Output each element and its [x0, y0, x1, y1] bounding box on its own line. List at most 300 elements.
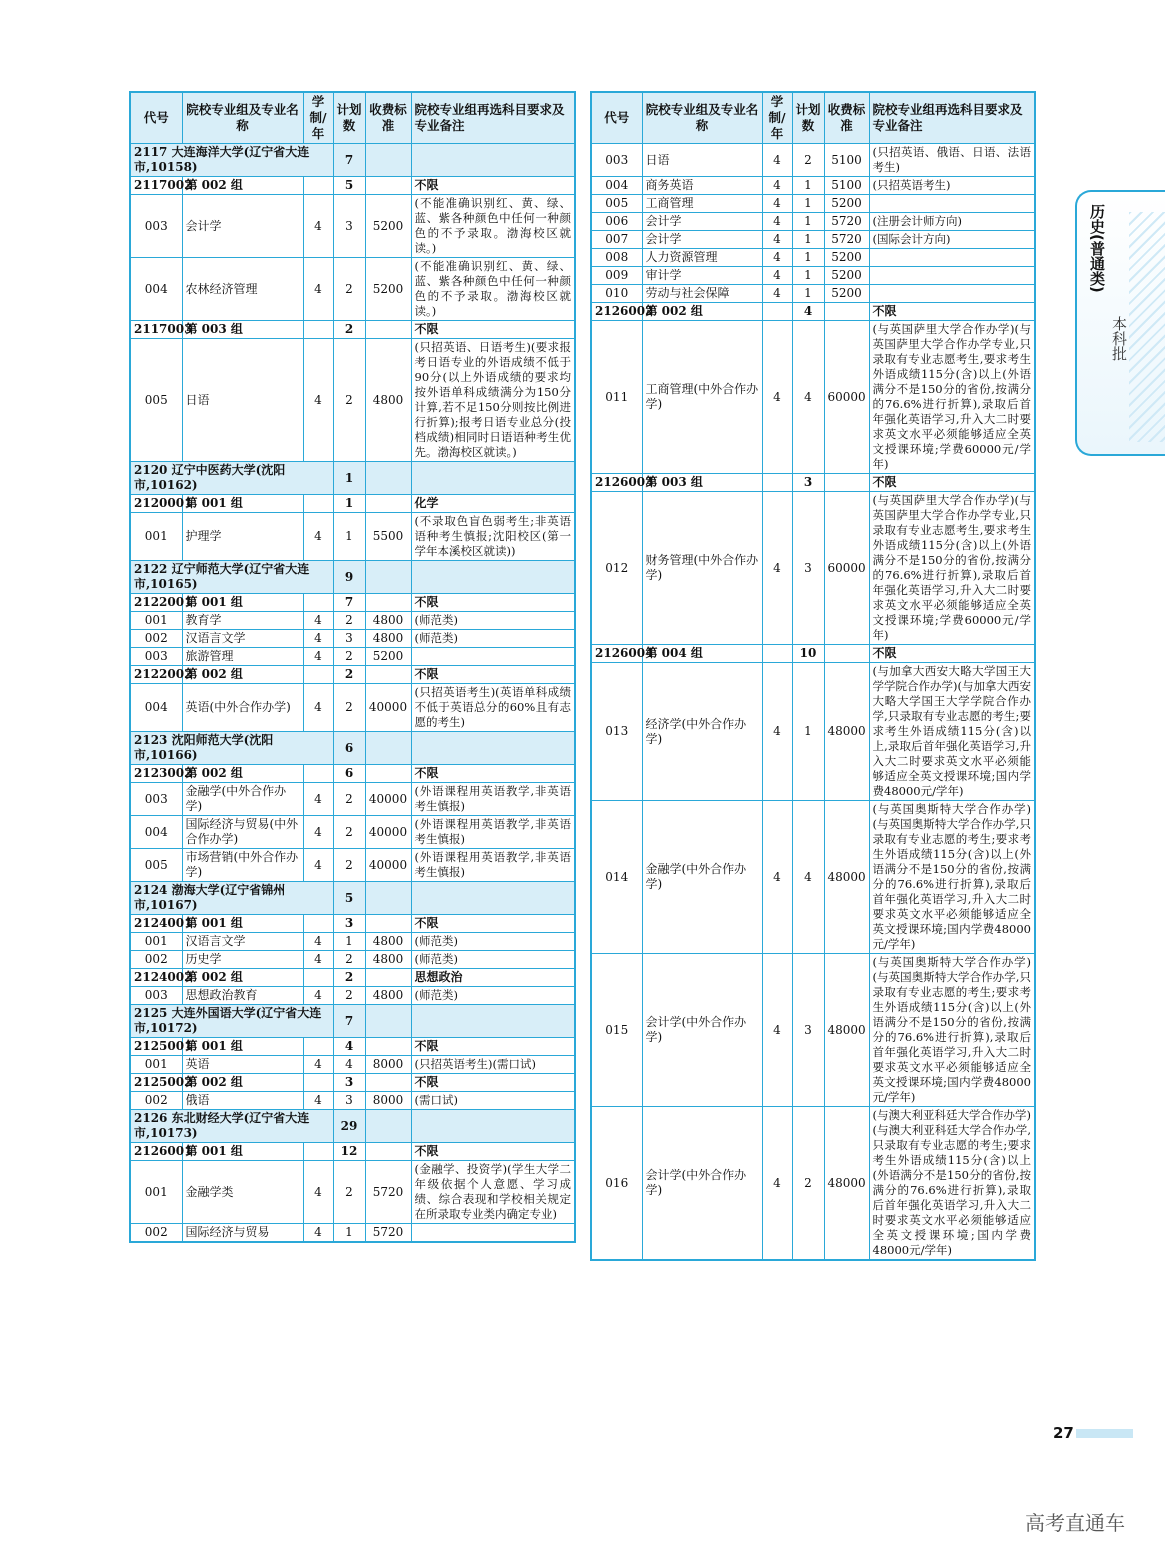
- page-number-bar: [1076, 1429, 1133, 1438]
- note-cell: (不能准确识别红、黄、绿、蓝、紫各种颜色中任何一种颜色的不予录取。渤海校区就读。): [411, 195, 575, 258]
- plan-count-cell: 5: [333, 882, 365, 915]
- major-row: [130, 816, 575, 849]
- major-name-cell: 会计学: [642, 213, 762, 231]
- fee-cell: [365, 1005, 411, 1038]
- plan-count-cell: 1: [333, 495, 365, 513]
- subject-requirement-cell: 不限: [411, 594, 575, 612]
- group-name-cell: 第 004 组: [642, 645, 762, 663]
- plan-count-cell: 7: [333, 1005, 365, 1038]
- fee-cell: 5720: [824, 231, 869, 249]
- major-name-cell: 会计学: [642, 231, 762, 249]
- note-cell: (注册会计师方向): [869, 213, 1035, 231]
- major-code-cell: 005: [591, 195, 642, 213]
- years-cell: [303, 594, 333, 612]
- fee-cell: [365, 177, 411, 195]
- subject-requirement-cell: 不限: [411, 915, 575, 933]
- subject-requirement-cell: 思想政治: [411, 969, 575, 987]
- plan-count-cell: 3: [333, 1092, 365, 1110]
- major-row: [591, 231, 1035, 249]
- major-code-cell: 003: [130, 195, 182, 258]
- major-row: [130, 612, 575, 630]
- major-row: [591, 249, 1035, 267]
- note-cell: [411, 462, 575, 495]
- fee-cell: 5200: [824, 249, 869, 267]
- group-row: [130, 666, 575, 684]
- category-label: 历史(普通类): [1088, 204, 1106, 293]
- major-row: [591, 195, 1035, 213]
- years-cell: 4: [303, 951, 333, 969]
- major-name-cell: 市场营销(中外合作办学): [182, 849, 303, 882]
- major-code-cell: 015: [591, 954, 642, 1107]
- years-cell: 4: [303, 783, 333, 816]
- header-years: 学制/年: [762, 92, 792, 144]
- plan-count-cell: 1: [333, 1224, 365, 1243]
- page-number: 27: [1053, 1424, 1074, 1442]
- fee-cell: [824, 303, 869, 321]
- plan-count-cell: 2: [333, 321, 365, 339]
- plan-count-cell: 2: [333, 648, 365, 666]
- major-row: [130, 339, 575, 462]
- plan-count-cell: 3: [333, 195, 365, 258]
- major-code-cell: 011: [591, 321, 642, 474]
- major-name-cell: 审计学: [642, 267, 762, 285]
- plan-count-cell: 4: [333, 1056, 365, 1074]
- note-cell: [411, 648, 575, 666]
- plan-count-cell: 4: [333, 1038, 365, 1056]
- major-row: [591, 954, 1035, 1107]
- note-cell: (只招英语、日语考生)(要求报考日语专业的外语成绩不低于90分(以上外语成绩的要求均按外语单科成绩满分为150分计算,若不足150分则按比例进行折算);报考日语专业总分(投档成绩)相同时日语语种考生优先。渤海校区就读。): [411, 339, 575, 462]
- group-name-cell: 第 003 组: [642, 474, 762, 492]
- plan-count-cell: 12: [333, 1143, 365, 1161]
- years-cell: 4: [762, 231, 792, 249]
- major-row: [591, 321, 1035, 474]
- plan-count-cell: 6: [333, 765, 365, 783]
- major-name-cell: 人力资源管理: [642, 249, 762, 267]
- fee-cell: 5200: [824, 267, 869, 285]
- major-name-cell: 国际经济与贸易(中外合作办学): [182, 816, 303, 849]
- major-code-cell: 004: [130, 684, 182, 732]
- plan-count-cell: 9: [333, 561, 365, 594]
- plan-count-cell: 1: [792, 285, 824, 303]
- major-name-cell: 会计学(中外合作办学): [642, 1107, 762, 1261]
- major-name-cell: 金融学(中外合作办学): [642, 801, 762, 954]
- fee-cell: 5500: [365, 513, 411, 561]
- note-cell: [411, 144, 575, 177]
- group-code-cell: 2123002: [130, 765, 182, 783]
- plan-count-cell: 1: [792, 663, 824, 801]
- note-cell: (师范类): [411, 951, 575, 969]
- plan-count-cell: 2: [333, 987, 365, 1005]
- major-code-cell: 006: [591, 213, 642, 231]
- school-row: [130, 561, 575, 594]
- fee-cell: [824, 645, 869, 663]
- major-code-cell: 002: [130, 630, 182, 648]
- group-row: [130, 594, 575, 612]
- major-name-cell: 日语: [642, 144, 762, 177]
- major-row: [591, 267, 1035, 285]
- fee-cell: 8000: [365, 1056, 411, 1074]
- years-cell: 4: [762, 249, 792, 267]
- plan-count-cell: 2: [333, 684, 365, 732]
- subject-requirement-cell: 不限: [411, 1038, 575, 1056]
- years-cell: [303, 666, 333, 684]
- plan-count-cell: 29: [333, 1110, 365, 1143]
- fee-cell: [365, 882, 411, 915]
- school-row: [130, 732, 575, 765]
- fee-cell: 60000: [824, 492, 869, 645]
- years-cell: 4: [303, 630, 333, 648]
- fee-cell: 40000: [365, 783, 411, 816]
- plan-count-cell: 2: [333, 849, 365, 882]
- plan-count-cell: 2: [333, 783, 365, 816]
- fee-cell: [365, 1110, 411, 1143]
- group-row: [130, 495, 575, 513]
- note-cell: (不能准确识别红、黄、绿、蓝、紫各种颜色中任何一种颜色的不予录取。渤海校区就读。): [411, 258, 575, 321]
- table-header-row: [130, 92, 575, 144]
- fee-cell: 4800: [365, 951, 411, 969]
- school-name-cell: 2120 辽宁中医药大学(沈阳市,10162): [130, 462, 333, 495]
- fee-cell: [824, 474, 869, 492]
- fee-cell: 5200: [824, 285, 869, 303]
- plan-count-cell: 5: [333, 177, 365, 195]
- fee-cell: 48000: [824, 1107, 869, 1261]
- school-name-cell: 2123 沈阳师范大学(沈阳市,10166): [130, 732, 333, 765]
- years-cell: 4: [303, 987, 333, 1005]
- fee-cell: 4800: [365, 339, 411, 462]
- group-row: [130, 177, 575, 195]
- major-name-cell: 工商管理(中外合作办学): [642, 321, 762, 474]
- note-cell: (与英国萨里大学合作办学)(与英国萨里大学合作办学专业,只录取有专业志愿考生,要求考生外语成绩115分(含)以上(外语满分不是150分的省份,按满分的76.6%进行折算),录取后首年强化英语学习,升入大二时要求英文水平必须能够适应全英文授课环境;学费60000元/学年): [869, 321, 1035, 474]
- plan-count-cell: 2: [333, 816, 365, 849]
- plan-count-cell: 1: [333, 462, 365, 495]
- plan-count-cell: 4: [792, 321, 824, 474]
- years-cell: 4: [303, 816, 333, 849]
- major-name-cell: 金融学(中外合作办学): [182, 783, 303, 816]
- plan-count-cell: 1: [792, 231, 824, 249]
- group-row: [591, 474, 1035, 492]
- major-code-cell: 013: [591, 663, 642, 801]
- group-name-cell: 第 001 组: [182, 495, 303, 513]
- plan-count-cell: 2: [333, 969, 365, 987]
- fee-cell: 4800: [365, 987, 411, 1005]
- subject-requirement-cell: 不限: [411, 1074, 575, 1092]
- group-code-cell: 2122002: [130, 666, 182, 684]
- years-cell: 4: [303, 195, 333, 258]
- major-name-cell: 劳动与社会保障: [642, 285, 762, 303]
- group-name-cell: 第 003 组: [182, 321, 303, 339]
- fee-cell: 4800: [365, 612, 411, 630]
- years-cell: 4: [762, 213, 792, 231]
- group-name-cell: 第 002 组: [182, 666, 303, 684]
- major-code-cell: 014: [591, 801, 642, 954]
- major-name-cell: 历史学: [182, 951, 303, 969]
- major-row: [591, 663, 1035, 801]
- major-row: [130, 783, 575, 816]
- school-name-cell: 2126 东北财经大学(辽宁省大连市,10173): [130, 1110, 333, 1143]
- years-cell: [303, 915, 333, 933]
- major-row: [130, 195, 575, 258]
- years-cell: 4: [303, 513, 333, 561]
- major-name-cell: 经济学(中外合作办学): [642, 663, 762, 801]
- school-row: [130, 144, 575, 177]
- note-cell: [411, 882, 575, 915]
- major-code-cell: 004: [591, 177, 642, 195]
- note-cell: (师范类): [411, 933, 575, 951]
- group-code-cell: 2120001: [130, 495, 182, 513]
- years-cell: 4: [762, 144, 792, 177]
- note-cell: (金融学、投资学)(学生大学二年级依据个人意愿、学习成绩、综合表现和学校相关规定在所录取专业类内确定专业): [411, 1161, 575, 1224]
- note-cell: (与英国萨里大学合作办学)(与英国萨里大学合作办学专业,只录取有专业志愿考生,要求考生外语成绩115分(含)以上(外语满分不是150分的省份,按满分的76.6%进行折算),录取后首年强化英语学习,升入大二时要求英文水平必须能够适应全英文授课环境;学费60000元/学年): [869, 492, 1035, 645]
- major-code-cell: 002: [130, 1224, 182, 1243]
- major-row: [130, 684, 575, 732]
- plan-count-cell: 1: [792, 195, 824, 213]
- school-name-cell: 2117 大连海洋大学(辽宁省大连市,10158): [130, 144, 333, 177]
- major-row: [130, 1056, 575, 1074]
- fee-cell: [365, 915, 411, 933]
- major-code-cell: 009: [591, 267, 642, 285]
- years-cell: [303, 765, 333, 783]
- subject-requirement-cell: 不限: [411, 666, 575, 684]
- header-fee: 收费标准: [365, 92, 411, 144]
- group-name-cell: 第 002 组: [182, 765, 303, 783]
- group-row: [591, 303, 1035, 321]
- fee-cell: [365, 495, 411, 513]
- group-code-cell: 2124001: [130, 915, 182, 933]
- group-code-cell: 2126004: [591, 645, 642, 663]
- subject-requirement-cell: 化学: [411, 495, 575, 513]
- major-name-cell: 汉语言文学: [182, 630, 303, 648]
- group-code-cell: 2126002: [591, 303, 642, 321]
- note-cell: [411, 1224, 575, 1243]
- major-code-cell: 003: [591, 144, 642, 177]
- subject-requirement-cell: 不限: [411, 765, 575, 783]
- category-side-tab: [1075, 190, 1165, 456]
- note-cell: (只招英语、俄语、日语、法语考生): [869, 144, 1035, 177]
- plan-count-cell: 3: [333, 1074, 365, 1092]
- group-code-cell: 2122001: [130, 594, 182, 612]
- major-name-cell: 思想政治教育: [182, 987, 303, 1005]
- fee-cell: 5200: [365, 195, 411, 258]
- fee-cell: 48000: [824, 663, 869, 801]
- major-row: [591, 213, 1035, 231]
- major-name-cell: 金融学类: [182, 1161, 303, 1224]
- subject-requirement-cell: 不限: [411, 321, 575, 339]
- header-plan: 计划数: [792, 92, 824, 144]
- years-cell: 4: [762, 285, 792, 303]
- major-row: [130, 648, 575, 666]
- header-fee: 收费标准: [824, 92, 869, 144]
- major-name-cell: 护理学: [182, 513, 303, 561]
- years-cell: 4: [762, 801, 792, 954]
- major-name-cell: 教育学: [182, 612, 303, 630]
- subject-requirement-cell: 不限: [869, 474, 1035, 492]
- group-row: [130, 1038, 575, 1056]
- major-code-cell: 003: [130, 987, 182, 1005]
- note-cell: (只招英语考生)(英语单科成绩不低于英语总分的60%且有志愿的考生): [411, 684, 575, 732]
- fee-cell: 5200: [824, 195, 869, 213]
- fee-cell: 48000: [824, 801, 869, 954]
- major-row: [130, 1161, 575, 1224]
- group-name-cell: 第 002 组: [182, 969, 303, 987]
- fee-cell: 5100: [824, 177, 869, 195]
- major-row: [130, 258, 575, 321]
- group-name-cell: 第 001 组: [182, 915, 303, 933]
- plan-count-cell: 2: [792, 1107, 824, 1261]
- major-row: [130, 1224, 575, 1243]
- subject-requirement-cell: 不限: [869, 303, 1035, 321]
- header-code: 代号: [130, 92, 182, 144]
- plan-count-cell: 1: [792, 177, 824, 195]
- fee-cell: 5200: [365, 258, 411, 321]
- fee-cell: 5200: [365, 648, 411, 666]
- note-cell: [411, 1110, 575, 1143]
- major-code-cell: 002: [130, 1092, 182, 1110]
- years-cell: 4: [303, 849, 333, 882]
- major-row: [591, 492, 1035, 645]
- major-name-cell: 英语(中外合作办学): [182, 684, 303, 732]
- plan-count-cell: 2: [333, 1161, 365, 1224]
- subject-requirement-cell: 不限: [411, 1143, 575, 1161]
- years-cell: 4: [303, 258, 333, 321]
- major-code-cell: 001: [130, 933, 182, 951]
- note-cell: (师范类): [411, 987, 575, 1005]
- note-cell: (只招英语考生)(需口试): [411, 1056, 575, 1074]
- group-row: [130, 915, 575, 933]
- years-cell: [303, 177, 333, 195]
- plan-count-cell: 2: [333, 612, 365, 630]
- group-name-cell: 第 002 组: [182, 1074, 303, 1092]
- years-cell: 4: [762, 954, 792, 1107]
- years-cell: [762, 474, 792, 492]
- group-row: [130, 765, 575, 783]
- major-row: [130, 513, 575, 561]
- major-row: [591, 144, 1035, 177]
- major-name-cell: 会计学: [182, 195, 303, 258]
- fee-cell: 5720: [365, 1224, 411, 1243]
- header-code: 代号: [591, 92, 642, 144]
- major-code-cell: 010: [591, 285, 642, 303]
- school-row: [130, 882, 575, 915]
- major-code-cell: 001: [130, 513, 182, 561]
- fee-cell: [365, 321, 411, 339]
- group-row: [130, 969, 575, 987]
- major-row: [130, 933, 575, 951]
- fee-cell: 40000: [365, 849, 411, 882]
- fee-cell: 8000: [365, 1092, 411, 1110]
- group-code-cell: 2125002: [130, 1074, 182, 1092]
- note-cell: (与英国奥斯特大学合作办学)(与英国奥斯特大学合作办学,只录取有专业志愿的考生;要求考生外语成绩115分(含)以上(外语满分不是150分的省份,按满分的76.6%进行折算),录取后首年强化英语学习,升入大二时要求英文水平必须能够适应全英文授课环境;国内学费48000元/学年): [869, 801, 1035, 954]
- years-cell: 4: [303, 648, 333, 666]
- major-name-cell: 旅游管理: [182, 648, 303, 666]
- plan-count-cell: 2: [792, 144, 824, 177]
- fee-cell: [365, 1143, 411, 1161]
- major-code-cell: 003: [130, 783, 182, 816]
- major-code-cell: 003: [130, 648, 182, 666]
- plan-count-cell: 3: [792, 954, 824, 1107]
- years-cell: 4: [762, 321, 792, 474]
- fee-cell: 40000: [365, 816, 411, 849]
- major-row: [130, 951, 575, 969]
- major-code-cell: 001: [130, 1161, 182, 1224]
- header-note: 院校专业组再选科目要求及专业备注: [411, 92, 575, 144]
- years-cell: [303, 1143, 333, 1161]
- years-cell: 4: [762, 267, 792, 285]
- plan-count-cell: 1: [792, 267, 824, 285]
- plan-count-cell: 3: [792, 474, 824, 492]
- plan-count-cell: 2: [333, 339, 365, 462]
- fee-cell: 5100: [824, 144, 869, 177]
- years-cell: [303, 321, 333, 339]
- note-cell: (不录取色盲色弱考生;非英语语种考生慎报;沈阳校区(第一学年本溪校区就读)): [411, 513, 575, 561]
- major-code-cell: 007: [591, 231, 642, 249]
- note-cell: [869, 195, 1035, 213]
- note-cell: [869, 267, 1035, 285]
- years-cell: 4: [303, 612, 333, 630]
- years-cell: 4: [303, 933, 333, 951]
- major-row: [591, 1107, 1035, 1261]
- major-code-cell: 001: [130, 612, 182, 630]
- plan-count-cell: 1: [792, 249, 824, 267]
- group-code-cell: 2125001: [130, 1038, 182, 1056]
- note-cell: [411, 732, 575, 765]
- subject-requirement-cell: 不限: [869, 645, 1035, 663]
- plan-count-cell: 1: [792, 213, 824, 231]
- left-admission-table: [129, 91, 576, 1243]
- group-row: [130, 321, 575, 339]
- note-cell: [869, 249, 1035, 267]
- major-row: [130, 987, 575, 1005]
- years-cell: 4: [303, 1092, 333, 1110]
- years-cell: [762, 303, 792, 321]
- major-name-cell: 农林经济管理: [182, 258, 303, 321]
- watermark: 高考直通车: [1025, 1511, 1125, 1535]
- major-row: [591, 285, 1035, 303]
- fee-cell: [365, 732, 411, 765]
- fee-cell: 48000: [824, 954, 869, 1107]
- major-code-cell: 016: [591, 1107, 642, 1261]
- major-code-cell: 002: [130, 951, 182, 969]
- group-code-cell: 2124002: [130, 969, 182, 987]
- school-row: [130, 462, 575, 495]
- plan-count-cell: 4: [792, 303, 824, 321]
- school-name-cell: 2122 辽宁师范大学(辽宁省大连市,10165): [130, 561, 333, 594]
- major-name-cell: 国际经济与贸易: [182, 1224, 303, 1243]
- plan-count-cell: 2: [333, 666, 365, 684]
- major-code-cell: 005: [130, 339, 182, 462]
- note-cell: (外语课程用英语教学,非英语考生慎报): [411, 816, 575, 849]
- group-row: [591, 645, 1035, 663]
- fee-cell: [365, 462, 411, 495]
- major-code-cell: 005: [130, 849, 182, 882]
- years-cell: 4: [303, 684, 333, 732]
- fee-cell: [365, 144, 411, 177]
- group-code-cell: 2117003: [130, 321, 182, 339]
- plan-count-cell: 10: [792, 645, 824, 663]
- plan-count-cell: 3: [792, 492, 824, 645]
- tab-hatch-decoration: [1129, 212, 1165, 442]
- years-cell: 4: [762, 1107, 792, 1261]
- group-code-cell: 2126003: [591, 474, 642, 492]
- fee-cell: [365, 594, 411, 612]
- group-name-cell: 第 001 组: [182, 594, 303, 612]
- group-name-cell: 第 002 组: [182, 177, 303, 195]
- group-code-cell: 2117002: [130, 177, 182, 195]
- fee-cell: 60000: [824, 321, 869, 474]
- school-row: [130, 1110, 575, 1143]
- fee-cell: [365, 1074, 411, 1092]
- major-name-cell: 商务英语: [642, 177, 762, 195]
- header-note: 院校专业组再选科目要求及专业备注: [869, 92, 1035, 144]
